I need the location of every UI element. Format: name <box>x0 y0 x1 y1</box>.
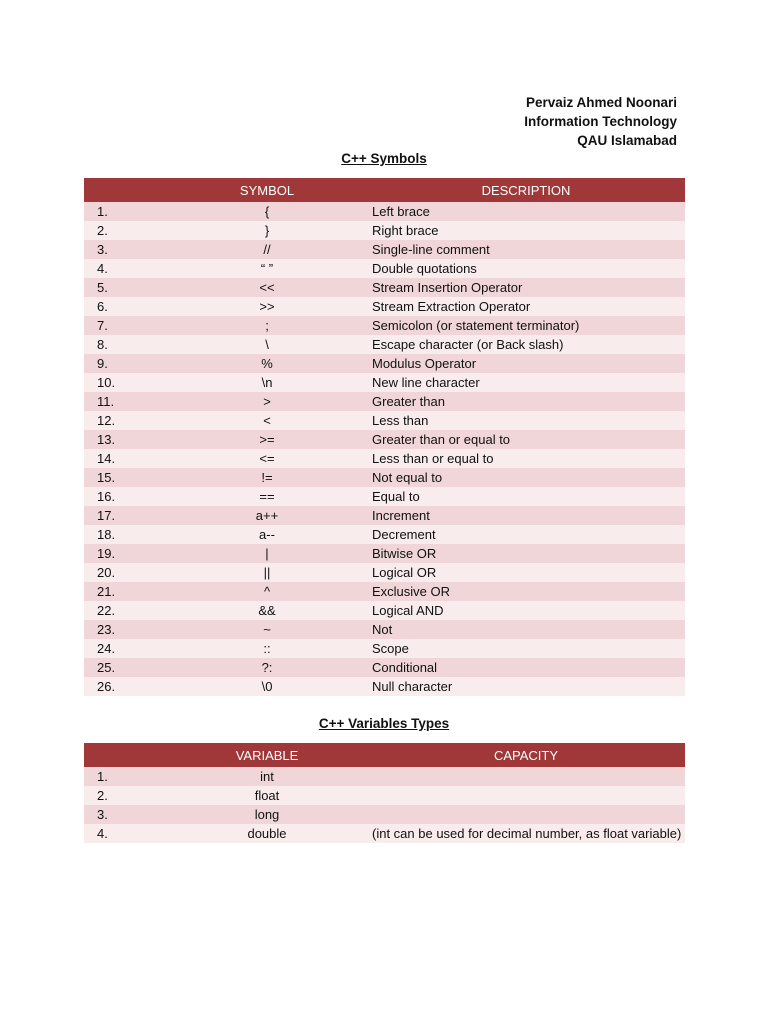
variable-num-cell: 3. <box>84 805 167 824</box>
symbol-row <box>84 677 685 696</box>
symbol-row <box>84 601 685 620</box>
symbol-description-cell: Decrement <box>367 525 685 544</box>
symbol-description-cell: Greater than or equal to <box>367 430 685 449</box>
symbol-description-cell: Logical AND <box>367 601 685 620</box>
symbol-num-cell: 9. <box>84 354 167 373</box>
symbol-row <box>84 620 685 639</box>
variables-header-variable: VARIABLE <box>167 743 367 767</box>
symbols-header-num <box>84 178 167 202</box>
symbol-row <box>84 411 685 430</box>
symbol-num-cell: 12. <box>84 411 167 430</box>
symbol-symbol-cell: \0 <box>167 677 367 696</box>
symbol-description-cell: Logical OR <box>367 563 685 582</box>
symbol-description-cell: Modulus Operator <box>367 354 685 373</box>
symbol-symbol-cell: > <box>167 392 367 411</box>
symbol-description-cell: Exclusive OR <box>367 582 685 601</box>
symbol-num-cell: 14. <box>84 449 167 468</box>
symbol-description-cell: Double quotations <box>367 259 685 278</box>
symbol-description-cell: Stream Extraction Operator <box>367 297 685 316</box>
symbol-symbol-cell: ~ <box>167 620 367 639</box>
variable-row <box>84 824 685 843</box>
symbol-symbol-cell: // <box>167 240 367 259</box>
symbol-num-cell: 22. <box>84 601 167 620</box>
symbol-num-cell: 24. <box>84 639 167 658</box>
symbol-num-cell: 26. <box>84 677 167 696</box>
symbol-row <box>84 240 685 259</box>
symbols-header-description: DESCRIPTION <box>367 178 685 202</box>
symbol-symbol-cell: } <box>167 221 367 240</box>
symbol-num-cell: 20. <box>84 563 167 582</box>
symbol-row <box>84 354 685 373</box>
symbol-num-cell: 17. <box>84 506 167 525</box>
symbol-num-cell: 21. <box>84 582 167 601</box>
variable-variable-cell: double <box>167 824 367 843</box>
symbol-row <box>84 316 685 335</box>
symbol-num-cell: 19. <box>84 544 167 563</box>
symbol-row <box>84 373 685 392</box>
symbol-description-cell: Conditional <box>367 658 685 677</box>
symbol-row <box>84 506 685 525</box>
symbol-symbol-cell: < <box>167 411 367 430</box>
symbol-symbol-cell: “ ” <box>167 259 367 278</box>
symbol-description-cell: Semicolon (or statement terminator) <box>367 316 685 335</box>
symbol-row <box>84 202 685 221</box>
symbol-description-cell: Bitwise OR <box>367 544 685 563</box>
symbol-row <box>84 259 685 278</box>
variable-capacity-cell <box>367 805 685 824</box>
symbols-title: C++ Symbols <box>341 151 427 166</box>
variables-header-row <box>84 743 685 767</box>
symbol-num-cell: 18. <box>84 525 167 544</box>
variable-capacity-cell <box>367 786 685 805</box>
symbol-num-cell: 3. <box>84 240 167 259</box>
symbol-description-cell: Escape character (or Back slash) <box>367 335 685 354</box>
symbol-num-cell: 8. <box>84 335 167 354</box>
symbols-table-body <box>84 202 685 696</box>
symbol-row <box>84 392 685 411</box>
variable-row <box>84 786 685 805</box>
symbol-symbol-cell: { <box>167 202 367 221</box>
variable-variable-cell: float <box>167 786 367 805</box>
symbol-row <box>84 297 685 316</box>
symbol-num-cell: 7. <box>84 316 167 335</box>
symbol-description-cell: Null character <box>367 677 685 696</box>
symbol-row <box>84 468 685 487</box>
symbol-description-cell: Scope <box>367 639 685 658</box>
symbol-num-cell: 1. <box>84 202 167 221</box>
symbol-description-cell: Single-line comment <box>367 240 685 259</box>
symbol-description-cell: Greater than <box>367 392 685 411</box>
symbols-table <box>84 178 685 696</box>
variables-header-capacity: CAPACITY <box>367 743 685 767</box>
variable-capacity-cell <box>367 767 685 786</box>
symbol-description-cell: Increment <box>367 506 685 525</box>
symbol-symbol-cell: || <box>167 563 367 582</box>
variables-table <box>84 743 685 843</box>
symbol-num-cell: 13. <box>84 430 167 449</box>
variable-row <box>84 805 685 824</box>
variable-num-cell: 1. <box>84 767 167 786</box>
symbol-num-cell: 2. <box>84 221 167 240</box>
symbol-row <box>84 658 685 677</box>
symbol-description-cell: Not equal to <box>367 468 685 487</box>
institution: QAU Islamabad <box>577 133 677 148</box>
symbol-symbol-cell: :: <box>167 639 367 658</box>
author-name: Pervaiz Ahmed Noonari <box>525 95 677 110</box>
symbol-symbol-cell: | <box>167 544 367 563</box>
symbol-description-cell: New line character <box>367 373 685 392</box>
symbol-description-cell: Equal to <box>367 487 685 506</box>
symbol-num-cell: 25. <box>84 658 167 677</box>
symbol-row <box>84 430 685 449</box>
variable-capacity-cell: (int can be used for decimal number, as float variable) <box>367 824 685 843</box>
symbol-symbol-cell: <= <box>167 449 367 468</box>
symbol-row <box>84 582 685 601</box>
department: Information Technology <box>524 114 677 129</box>
symbol-row <box>84 525 685 544</box>
symbol-symbol-cell: && <box>167 601 367 620</box>
variable-num-cell: 2. <box>84 786 167 805</box>
symbol-num-cell: 11. <box>84 392 167 411</box>
symbol-symbol-cell: \n <box>167 373 367 392</box>
symbol-symbol-cell: != <box>167 468 367 487</box>
symbol-row <box>84 544 685 563</box>
symbol-description-cell: Stream Insertion Operator <box>367 278 685 297</box>
symbol-description-cell: Left brace <box>367 202 685 221</box>
symbol-row <box>84 335 685 354</box>
symbol-symbol-cell: >> <box>167 297 367 316</box>
symbol-row <box>84 221 685 240</box>
symbol-symbol-cell: << <box>167 278 367 297</box>
symbol-row <box>84 639 685 658</box>
variable-variable-cell: int <box>167 767 367 786</box>
variable-variable-cell: long <box>167 805 367 824</box>
symbol-symbol-cell: >= <box>167 430 367 449</box>
symbol-description-cell: Right brace <box>367 221 685 240</box>
symbol-row <box>84 563 685 582</box>
symbol-description-cell: Less than or equal to <box>367 449 685 468</box>
symbol-description-cell: Not <box>367 620 685 639</box>
variables-header-num <box>84 743 167 767</box>
variable-num-cell: 4. <box>84 824 167 843</box>
symbols-header-row <box>84 178 685 202</box>
symbol-symbol-cell: a++ <box>167 506 367 525</box>
variables-title: C++ Variables Types <box>318 716 450 731</box>
symbol-description-cell: Less than <box>367 411 685 430</box>
symbol-symbol-cell: ^ <box>167 582 367 601</box>
symbol-row <box>84 278 685 297</box>
symbol-row <box>84 487 685 506</box>
variables-table-body <box>84 767 685 843</box>
symbol-symbol-cell: == <box>167 487 367 506</box>
symbol-symbol-cell: ; <box>167 316 367 335</box>
symbol-num-cell: 4. <box>84 259 167 278</box>
symbol-num-cell: 15. <box>84 468 167 487</box>
symbol-num-cell: 23. <box>84 620 167 639</box>
variable-row <box>84 767 685 786</box>
symbol-symbol-cell: a-- <box>167 525 367 544</box>
symbol-num-cell: 5. <box>84 278 167 297</box>
symbol-num-cell: 6. <box>84 297 167 316</box>
symbol-symbol-cell: % <box>167 354 367 373</box>
symbol-row <box>84 449 685 468</box>
symbol-symbol-cell: ?: <box>167 658 367 677</box>
symbols-header-symbol: SYMBOL <box>167 178 367 202</box>
symbol-num-cell: 16. <box>84 487 167 506</box>
author-block <box>524 93 677 150</box>
symbol-num-cell: 10. <box>84 373 167 392</box>
symbol-symbol-cell: \ <box>167 335 367 354</box>
